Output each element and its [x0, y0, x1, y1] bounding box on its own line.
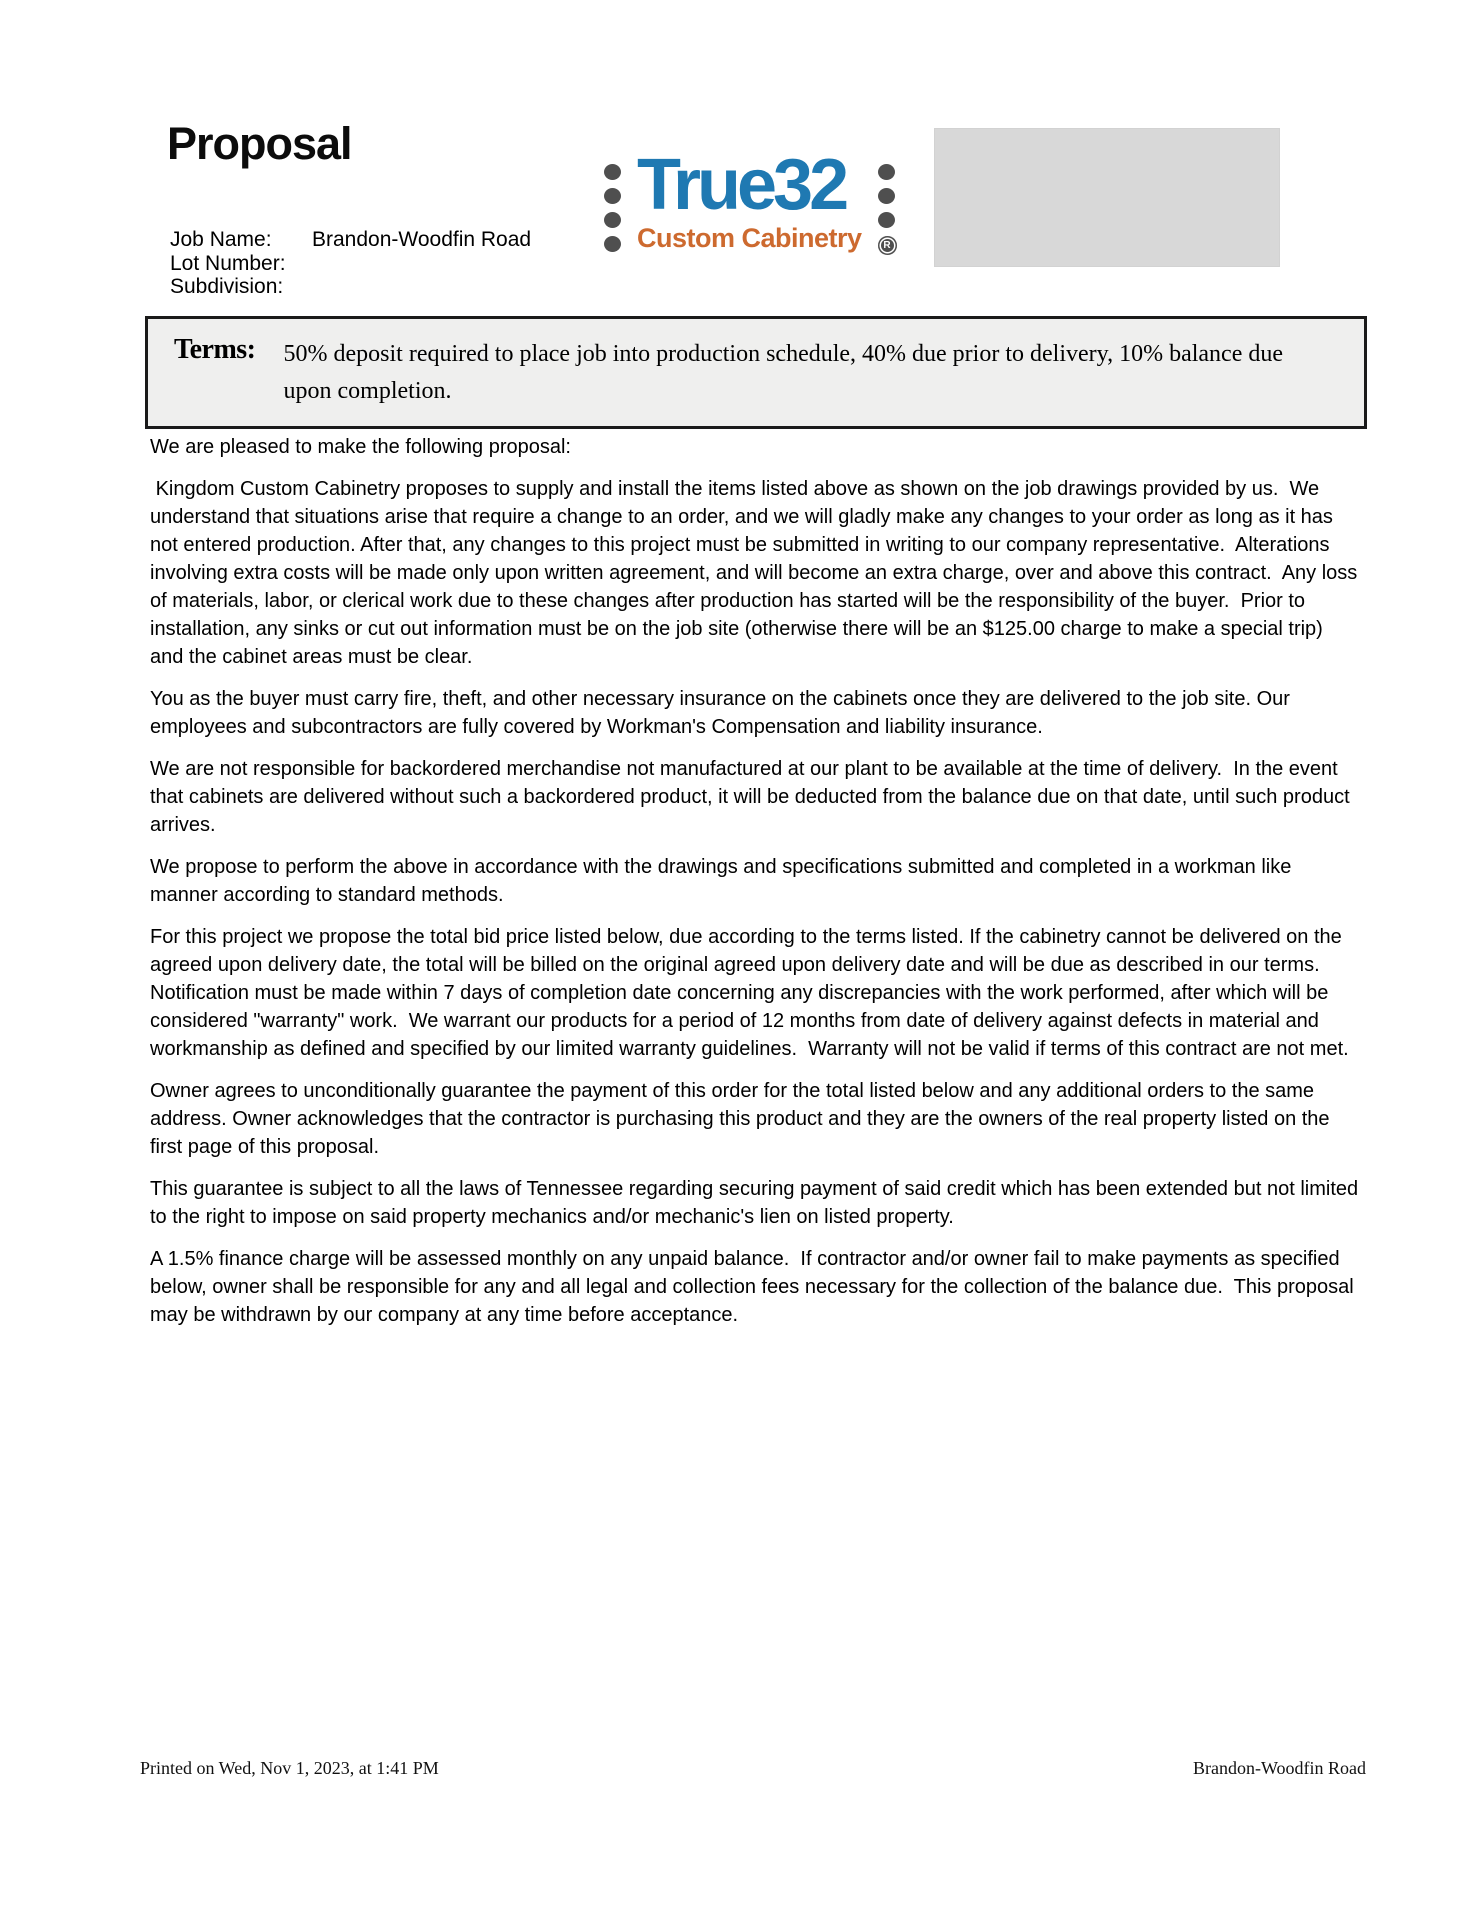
body-paragraph-8: This guarantee is subject to all the laws of Tennessee regarding securing payment of said credit which has been extended but not limited to the right to impose on said property mechanics and/or mechanic's lien on listed property. [150, 1178, 1364, 1228]
footer-printed-timestamp: Printed on Wed, Nov 1, 2023, at 1:41 PM [140, 1758, 439, 1778]
subdivision-label: Subdivision: [170, 275, 284, 298]
terms-label: Terms: [174, 334, 256, 365]
terms-box [145, 316, 1367, 429]
body-paragraph-3: You as the buyer must carry fire, theft, and other necessary insurance on the cabinets once they are delivered to the job site. Our employees and subcontractors are fully covered by Workman's Compensation and liability insurance. [150, 688, 1296, 738]
body-paragraph-2: Kingdom Custom Cabinetry proposes to supply and install the items listed above as shown on the job drawings provided by us. We understand that situations arise that require a change to an order, and we will gladly make any changes to your order as long as it has not entered production. After that, any changes to this project must be submitted in writing to our company representative. Alterations involving extra costs will be made only upon written agreement, and will become an extra charge, over and above this contract. Any loss of materials, labor, or clerical work due to these changes after production has started will be the responsibility of the buyer. Prior to installation, any sinks or cut out information must be on the job site (otherwise there will be an $125.00 charge to make a special trip) and the cabinet areas must be clear. [150, 478, 1363, 668]
subdivision-row [170, 275, 531, 299]
job-name-label: Job Name: [170, 228, 272, 251]
logo-tagline: Custom Cabinetry [637, 223, 862, 254]
body-paragraph-7: Owner agrees to unconditionally guarantee the payment of this order for the total listed below and any additional orders to the same address. Owner acknowledges that the contractor is purchasing this product and they are the owners of the real property listed on the first page of this proposal. [150, 1080, 1336, 1158]
body-paragraph-4: We are not responsible for backordered merchandise not manufactured at our plant to be available at the time of delivery. In the event that cabinets are delivered without such a backordered product, it will be deducted from the balance due on that date, until such product arrives. [150, 758, 1356, 836]
logo-dot-column-left [604, 156, 621, 255]
gray-placeholder-box [934, 128, 1280, 267]
logo-brand-text: True32 [637, 145, 846, 225]
registered-trademark-icon: R [878, 236, 897, 255]
page-footer [140, 1758, 1366, 1779]
logo-dot [604, 236, 621, 252]
logo-dot [878, 212, 895, 228]
body-paragraph-6: For this project we propose the total bid price listed below, due according to the terms listed. If the cabinetry cannot be delivered on the agreed upon delivery date, the total will be billed on the original agreed upon delivery date and will be due as described in our terms. Notification must be made within 7 days of completion date concerning any discrepancies with the work performed, after which will be considered "warranty" work. We warrant our products for a period of 12 months from date of delivery against defects in material and workmanship as defined and specified by our limited warranty guidelines. Warranty will not be valid if terms of this contract are not met. [150, 926, 1349, 1060]
proposal-body [150, 433, 1364, 1343]
job-name-value: Brandon-Woodfin Road [312, 228, 532, 251]
logo-dot [604, 164, 621, 180]
logo-dot [878, 188, 895, 204]
lot-number-row [170, 252, 531, 276]
logo-dot [604, 212, 621, 228]
logo-dot-column-right [878, 156, 897, 255]
body-paragraph-5: We propose to perform the above in accordance with the drawings and specifications submitted and completed in a workman like manner according to standard methods. [150, 856, 1297, 906]
logo-dot [604, 188, 621, 204]
page-title: Proposal [167, 118, 352, 169]
logo-dot [878, 164, 895, 180]
company-logo [604, 145, 897, 255]
logo-text-block [637, 145, 862, 255]
footer-job-name: Brandon-Woodfin Road [1192, 1758, 1366, 1778]
body-paragraph-9: A 1.5% finance charge will be assessed monthly on any unpaid balance. If contractor and/or owner fail to make payments as specified below, owner shall be responsible for any and all legal and collection fees necessary for the collection of the balance due. This proposal may be withdrawn by our company at any time before acceptance. [150, 1248, 1360, 1326]
body-paragraph-1: We are pleased to make the following proposal: [150, 436, 571, 458]
lot-number-label: Lot Number: [170, 251, 286, 275]
job-name-row [170, 228, 531, 252]
terms-text: 50% deposit required to place job into production schedule, 40% due prior to delivery, 10% balance due upon completion. [283, 341, 1283, 405]
job-info-fields [170, 228, 531, 299]
